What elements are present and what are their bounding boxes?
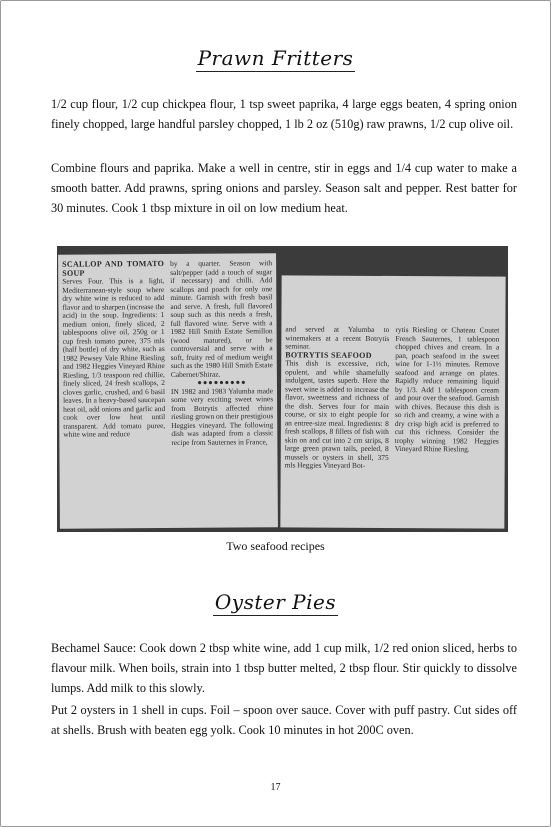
recipe-ingredients: 1/2 cup flour, 1/2 cup chickpea flour, 1 tsp sweet paprika, 4 large eggs beaten, 4 spring onion finely chopped, large handful parsley chopped, 1 lb 2 oz (510g) raw prawns, 1/2 cup olive oil. bbox=[51, 97, 517, 131]
recipe-title-oyster-pies bbox=[0, 590, 551, 616]
clipping-column-4 bbox=[395, 326, 500, 454]
clipping-piece-right bbox=[280, 275, 505, 528]
recipe-title-text: Oyster Pies bbox=[214, 590, 337, 614]
clipping-heading-scallop: SCALLOP AND TOMATO SOUP bbox=[62, 259, 165, 278]
clipping-column-3-text-b: This dish is excessive, rich, opulent, and while shamefully indulgent, tastes superb. Here the sweet wine is added to increase the flavor, sweetness and richness of the dish. Serves four for main course, or six to eight people for an entree-size meal. Ingredients: 8 fresh scallops, 8 fillets of fish with skin on and cut into 2 cm strips, 8 large green prawn tails, peeled, 8 mussels or oysters in shell, 375 mls Heggies Vineyard Bot- bbox=[284, 358, 390, 470]
page-number: 17 bbox=[270, 782, 281, 793]
clipping-column-2 bbox=[170, 259, 273, 447]
recipe-method: Put 2 oysters in 1 shell in cups. Foil – spoon over sauce. Cover with puff pastry. Cut sides off at shells. Brush with beaten egg yolk. Cook 10 minutes in hot 200C oven. bbox=[51, 703, 517, 737]
clipping-column-1-text: Serves Four. This is a light, Mediterranean-style soup where dry white wine is reduced to add flavor and to sharpen (increase the acid) in the soup. Ingredients: 1 medium onion, finely sliced, 2 tablespoons olive oil, 250g or 1 cup fresh tomato puree, 375 mls (half bottle) of dry white, such as 1982 Pewsey Vale Rhine Riesling and 1982 Heggies Vineyard Rhine Riesling, 1/3 teaspoon red chillie, finely sliced, 24 fresh scallops, 2 cloves garlic, crushed, and 6 basil leaves. In a heavy-based saucepan heat oil, add onions and garlic and cook over low heat until transparent. Add tomato puree, white wine and reduce bbox=[62, 276, 166, 439]
clipping-divider: ●●●●●●●●● bbox=[197, 377, 247, 387]
recipe-title-text: Prawn Fritters bbox=[197, 46, 354, 70]
clipping-piece-left bbox=[58, 253, 278, 529]
recipe-title-prawn-fritters bbox=[0, 46, 551, 72]
clipping-column-2-text: by a quarter. Season with salt/pepper (add a touch of sugar if necessary) and chilli. Add scallops and poach for only one minute. Garnish with fresh basil and serve. A fresh, full flavored soup such as this needs a fresh, full flavored wine. Serve with a 1982 Hill Smith Estate Semillon (wood matured), or be controversial and serve with a soft, fruity red of medium weight such as the 1980 Hill Smith Estate Cabernet/Shiraz. bbox=[170, 258, 273, 379]
photo-caption: Two seafood recipes bbox=[226, 539, 325, 553]
clipping-column-3 bbox=[285, 325, 390, 470]
newspaper-clipping-photo bbox=[57, 246, 508, 532]
clipping-column-3-text: and served at Yalumba to winemakers at a recent Botrytis seminar. bbox=[285, 324, 390, 351]
recipe-bechamel-sauce: Bechamel Sauce: Cook down 2 tbsp white wine, add 1 cup milk, 1/2 red onion sliced, herbs to flavour milk. When boils, strain into 1 tbsp butter melted, 2 tbsp flour. Stir quickly to dissolve lumps. Add milk to this slowly. bbox=[51, 641, 517, 695]
clipping-column-1 bbox=[62, 260, 165, 439]
clipping-heading-botrytis: BOTRYTIS SEAFOOD bbox=[285, 349, 372, 360]
recipe-method: Combine flours and paprika. Make a well in centre, stir in eggs and 1/4 cup water to make a smooth batter. Add prawns, spring onions and parsley. Season salt and pepper. Rest batter for 30 minutes. Cook 1 tbsp mixture in oil on low medium heat. bbox=[51, 161, 517, 215]
clipping-column-4-text: rytis Riesling or Chateau Coutet French Sauternes, 1 tablespoon chopped chives and cream. In a pan, poach seafood in the sweet wine for 1-1½ minutes. Remove seafood and arrange on plates. Rapidly reduce remaining liquid by 1/3. Add 1 tablespoon cream and pour over the seafood. Garnish with chives. Because this dish is so rich and creamy, a wine with a dry crisp high acid is preferred to cut this richness. Consider the trophy winning 1982 Heggies Vineyard Rhine Riesling. bbox=[394, 325, 500, 454]
clipping-column-2-text-b: IN 1982 and 1983 Yalumba made some very exciting sweet wines from Botrytis affected rhine riesling grown on their prestigious Heggies vineyard. The following dish was adapted from a classic recipe from Sauternes in France, bbox=[170, 385, 274, 447]
